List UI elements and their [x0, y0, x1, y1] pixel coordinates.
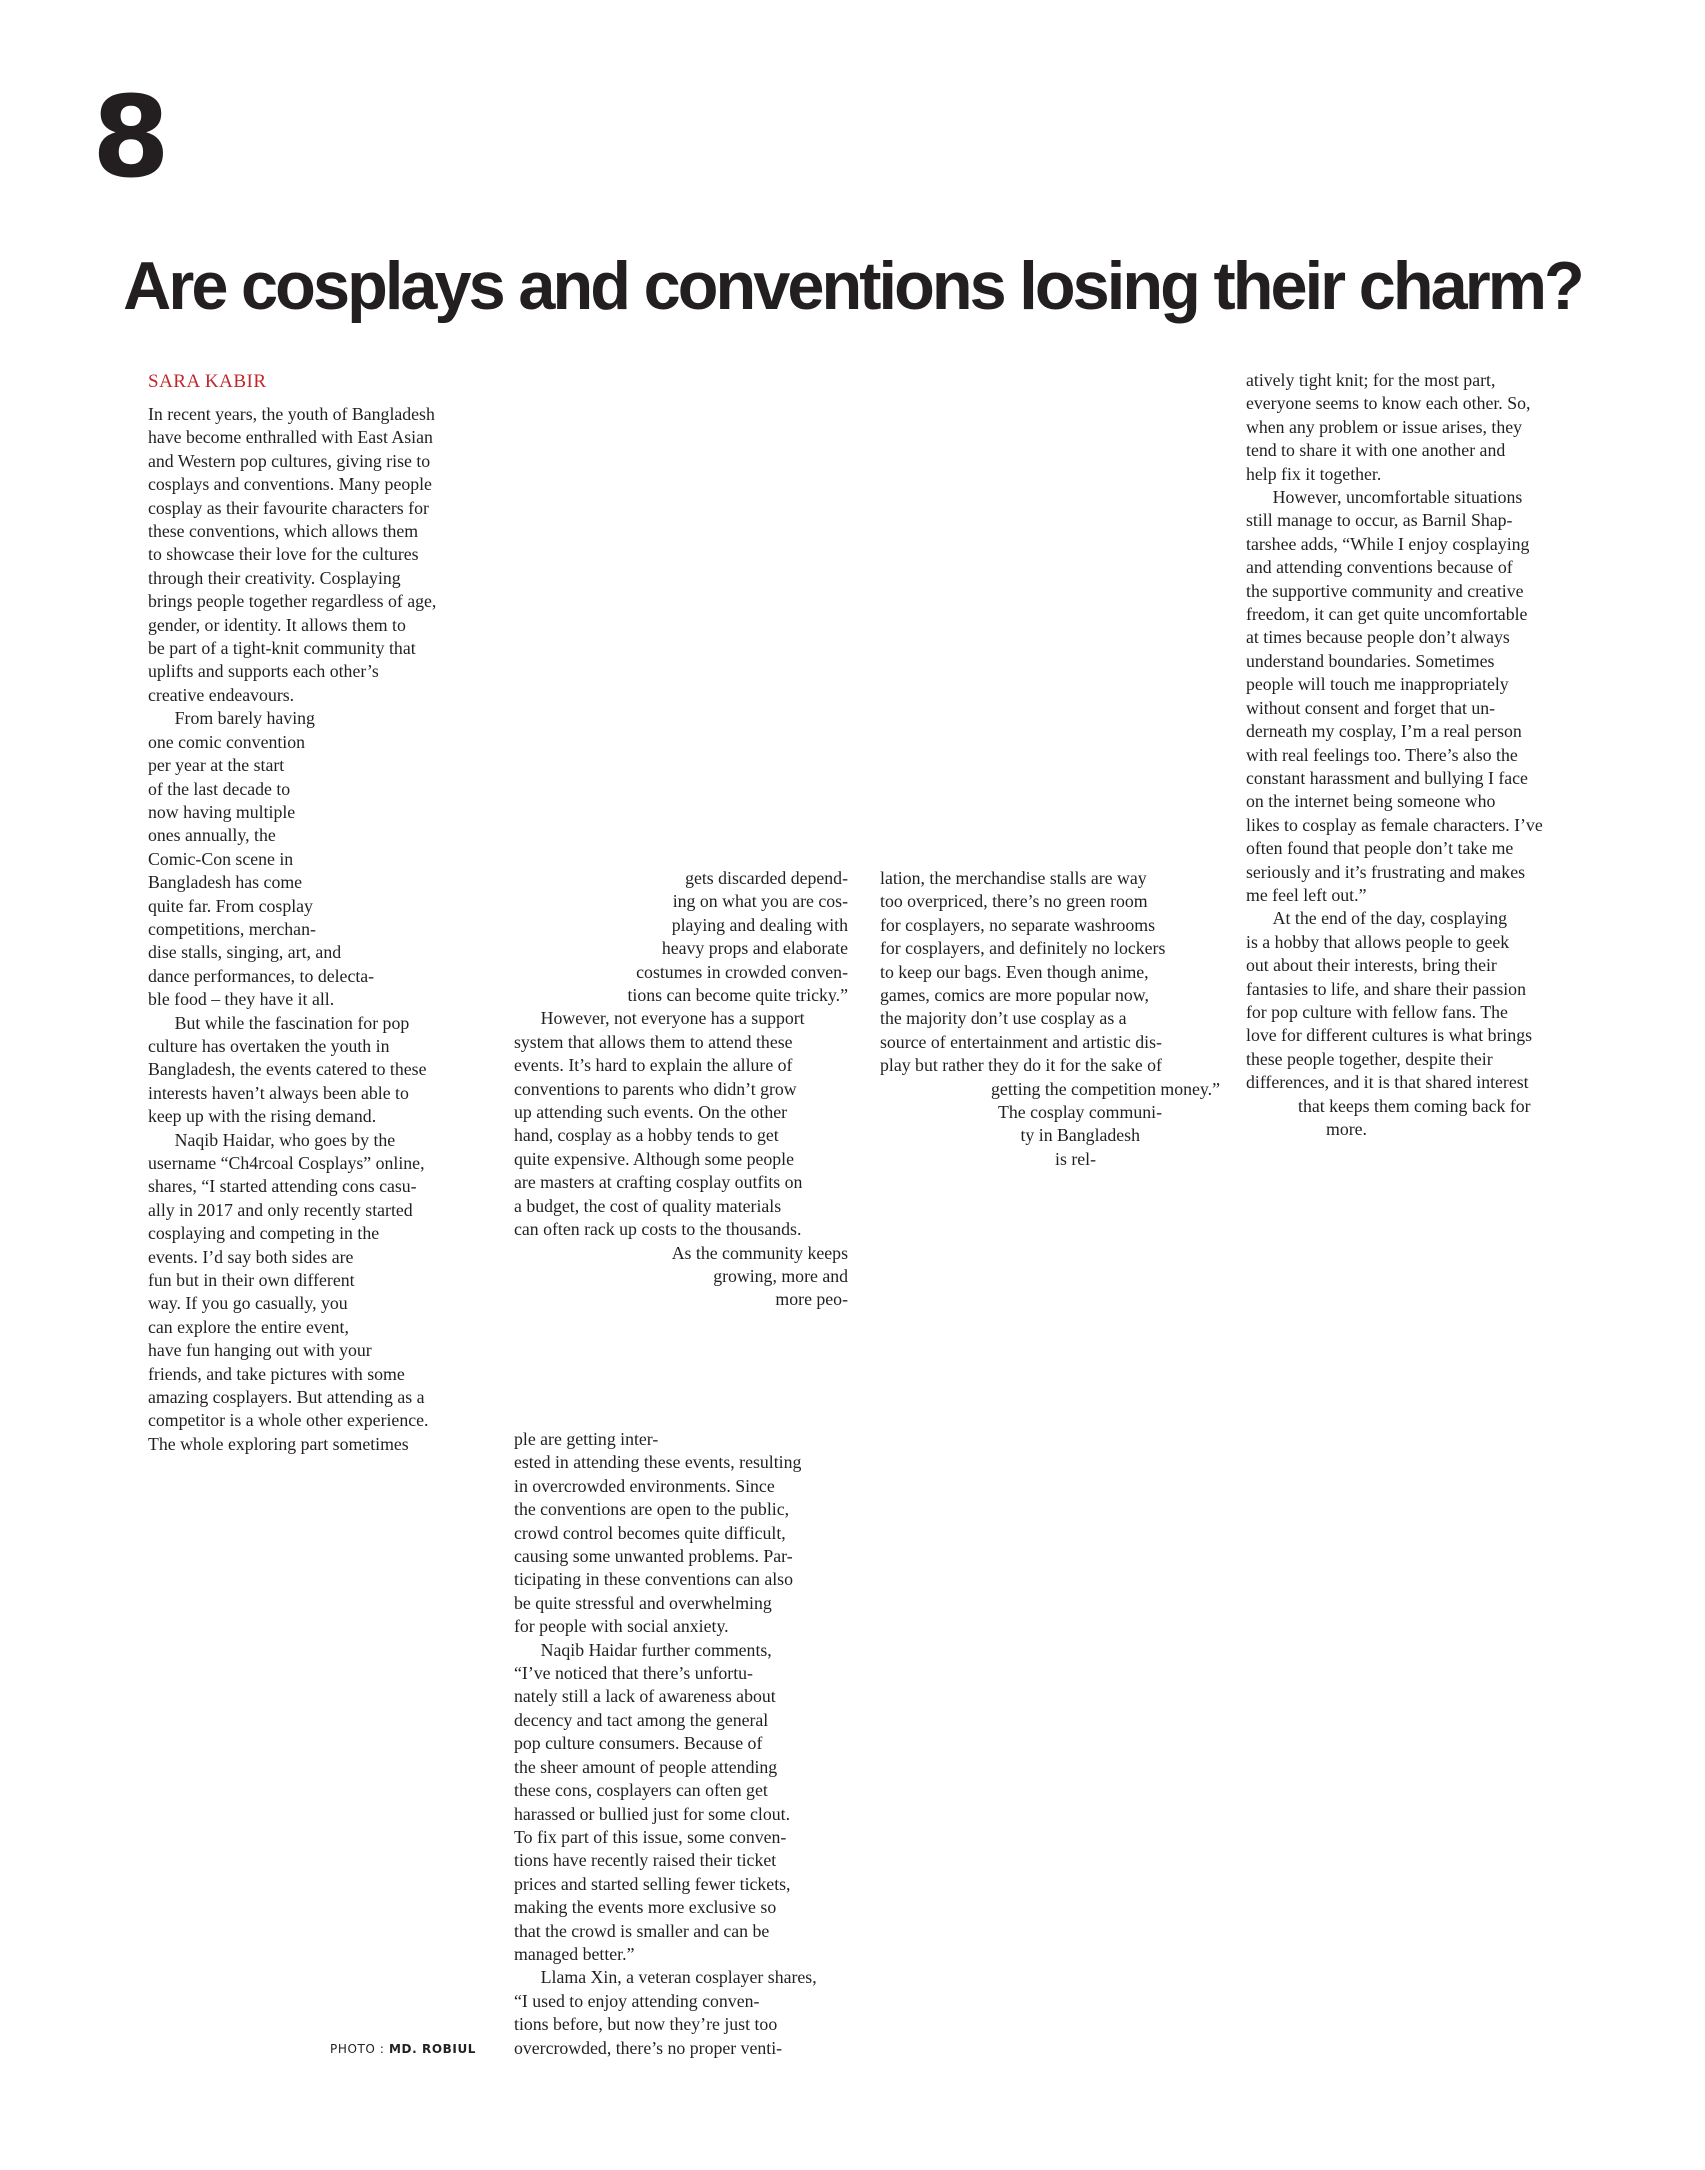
- article-line: more.: [1326, 1119, 1367, 1139]
- byline: SARA KABIR: [148, 371, 267, 392]
- article-line: out about their interests, bring their: [1246, 955, 1497, 976]
- article-line: pop culture consumers. Because of: [514, 1733, 763, 1754]
- article-line: Bangladesh has come: [148, 872, 303, 893]
- article-line: “I’ve noticed that there’s unfortu-: [514, 1663, 753, 1684]
- article-line: In recent years, the youth of Bangladesh: [148, 404, 435, 424]
- article-line: shares, “I started attending cons casu-: [148, 1176, 417, 1197]
- article-line: cosplaying and competing in the: [148, 1223, 380, 1244]
- article-line: often found that people don’t take me: [1246, 838, 1514, 859]
- article-line: gets discarded depend-: [685, 868, 848, 888]
- article-line: ple are getting inter-: [514, 1429, 659, 1449]
- article-line: At the end of the day, cosplaying: [1246, 908, 1508, 929]
- article-line: now having multiple: [148, 801, 296, 822]
- photo-credit-name: MD. ROBIUL: [388, 2042, 477, 2056]
- article-line: fun but in their own different: [148, 1270, 355, 1291]
- article-line: for pop culture with fellow fans. The: [1246, 1001, 1508, 1022]
- article-line: have become enthralled with East Asian: [148, 427, 433, 448]
- article-line: more peo-: [775, 1289, 848, 1310]
- article-line: that keeps them coming back for: [1298, 1095, 1531, 1116]
- article-line: competitor is a whole other experience.: [148, 1410, 429, 1431]
- article-line: nately still a lack of awareness about: [514, 1686, 776, 1707]
- article-line: Bangladesh, the events catered to these: [148, 1059, 427, 1080]
- article-line: system that allows them to attend these: [514, 1031, 793, 1052]
- article-line: one comic convention: [148, 731, 306, 752]
- article-line: dise stalls, singing, art, and: [148, 942, 342, 963]
- article-line: ing on what you are cos-: [672, 891, 848, 912]
- article-line: the supportive community and creative: [1246, 580, 1524, 601]
- article-line: with real feelings too. There’s also the: [1246, 744, 1518, 765]
- article-line: and attending conventions because of: [1246, 557, 1513, 578]
- article-line: making the events more exclusive so: [514, 1897, 777, 1918]
- article-line: fantasies to life, and share their passion: [1246, 978, 1526, 999]
- article-line: getting the competition money.”: [991, 1078, 1220, 1099]
- article-line: amazing cosplayers. But attending as a: [148, 1387, 425, 1408]
- article-line: these people together, despite their: [1246, 1048, 1493, 1069]
- article-line: crowd control becomes quite difficult,: [514, 1522, 786, 1543]
- article-line: tions have recently raised their ticket: [514, 1850, 777, 1871]
- article-line: friends, and take pictures with some: [148, 1363, 405, 1384]
- article-line: brings people together regardless of age,: [148, 591, 437, 612]
- article-line: tions before, but now they’re just too: [514, 2014, 778, 2035]
- article-line: up attending such events. On the other: [514, 1102, 788, 1123]
- article-line: ested in attending these events, resulting: [514, 1452, 802, 1473]
- article-line: The cosplay communi-: [998, 1102, 1162, 1123]
- photo-credit-label: PHOTO :: [330, 2042, 385, 2056]
- article-line: conventions to parents who didn’t grow: [514, 1078, 797, 1099]
- article-line: source of entertainment and artistic dis-: [880, 1031, 1162, 1052]
- headline: Are cosplays and conventions losing their charm?: [123, 248, 1582, 324]
- article-line: managed better.”: [514, 1943, 635, 1964]
- article-line: events. I’d say both sides are: [148, 1246, 354, 1267]
- article-line: a budget, the cost of quality materials: [514, 1195, 782, 1216]
- article-line: and Western pop cultures, giving rise to: [148, 450, 431, 471]
- article-line: through their creativity. Cosplaying: [148, 567, 401, 588]
- article-line: can often rack up costs to the thousands.: [514, 1219, 802, 1240]
- article-line: atively tight knit; for the most part,: [1246, 370, 1496, 390]
- article-line: Naqib Haidar, who goes by the: [148, 1129, 396, 1150]
- article-line: But while the fascination for pop: [148, 1012, 410, 1033]
- article-line: be part of a tight-knit community that: [148, 638, 416, 659]
- article-line: creative endeavours.: [148, 684, 295, 705]
- article-line: tions can become quite tricky.”: [627, 985, 848, 1006]
- article-line: cosplay as their favourite characters for: [148, 497, 429, 518]
- article-line: per year at the start: [148, 755, 285, 776]
- article-line: ones annually, the: [148, 825, 276, 846]
- article-line: in overcrowded environments. Since: [514, 1475, 775, 1496]
- article-line: hand, cosplay as a hobby tends to get: [514, 1125, 779, 1146]
- article-column-2-upper: [514, 867, 848, 1312]
- article-line: for people with social anxiety.: [514, 1616, 729, 1637]
- article-line: have fun hanging out with your: [148, 1340, 372, 1361]
- article-line: harassed or bullied just for some clout.: [514, 1803, 791, 1824]
- article-line: likes to cosplay as female characters. I’ve: [1246, 814, 1543, 835]
- article-line: is a hobby that allows people to geek: [1246, 931, 1510, 952]
- article-line: me feel left out.”: [1246, 884, 1367, 905]
- article-line: that the crowd is smaller and can be: [514, 1920, 770, 1941]
- article-line: understand boundaries. Sometimes: [1246, 650, 1495, 671]
- article-line: ally in 2017 and only recently started: [148, 1199, 413, 1220]
- article-line: “I used to enjoy attending conven-: [514, 1990, 760, 2011]
- article-line: Llama Xin, a veteran cosplayer shares,: [514, 1967, 817, 1988]
- article-line: the conventions are open to the public,: [514, 1499, 790, 1520]
- article-line: ty in Bangladesh: [1020, 1125, 1140, 1146]
- article-line: quite far. From cosplay: [148, 895, 313, 916]
- article-line: quite expensive. Although some people: [514, 1148, 795, 1169]
- article-line: username “Ch4rcoal Cosplays” online,: [148, 1153, 425, 1173]
- article-line: be quite stressful and overwhelming: [514, 1592, 772, 1613]
- article-line: ble food – they have it all.: [148, 989, 335, 1010]
- article-line: tarshee adds, “While I enjoy cosplaying: [1246, 533, 1530, 554]
- article-line: seriously and it’s frustrating and makes: [1246, 861, 1526, 882]
- article-line: Comic-Con scene in: [148, 848, 294, 869]
- article-line: heavy props and elaborate: [661, 938, 848, 959]
- article-line: playing and dealing with: [671, 914, 848, 935]
- article-line: games, comics are more popular now,: [880, 985, 1149, 1006]
- article-line: culture has overtaken the youth in: [148, 1035, 390, 1056]
- article-line: The whole exploring part sometimes: [148, 1433, 409, 1454]
- article-line: constant harassment and bullying I face: [1246, 767, 1528, 788]
- article-line: love for different cultures is what brings: [1246, 1025, 1533, 1046]
- photo-credit: [330, 2042, 476, 2056]
- article-line: freedom, it can get quite uncomfortable: [1246, 604, 1528, 625]
- article-line: to showcase their love for the cultures: [148, 544, 419, 565]
- article-line: derneath my cosplay, I’m a real person: [1246, 721, 1522, 742]
- article-line: on the internet being someone who: [1246, 791, 1496, 812]
- article-line: are masters at crafting cosplay outfits on: [514, 1172, 803, 1193]
- article-line: help fix it together.: [1246, 463, 1382, 484]
- article-line: for cosplayers, and definitely no lockers: [880, 938, 1166, 959]
- article-line: still manage to occur, as Barnil Shap-: [1246, 510, 1513, 531]
- article-line: decency and tact among the general: [514, 1709, 769, 1730]
- article-line: these conventions, which allows them: [148, 521, 419, 542]
- article-line: lation, the merchandise stalls are way: [880, 868, 1147, 888]
- article-line: As the community keeps: [671, 1242, 848, 1263]
- article-line: to keep our bags. Even though anime,: [880, 961, 1149, 982]
- article-line: for cosplayers, no separate washrooms: [880, 914, 1156, 935]
- article-line: the sheer amount of people attending: [514, 1756, 778, 1777]
- article-line: tend to share it with one another and: [1246, 440, 1506, 461]
- article-line: of the last decade to: [148, 778, 291, 799]
- article-line: interests haven’t always been able to: [148, 1082, 409, 1103]
- article-line: prices and started selling fewer tickets,: [514, 1873, 791, 1894]
- article-column-3: [880, 867, 1220, 1171]
- article-line: keep up with the rising demand.: [148, 1106, 377, 1127]
- page-number: 8: [92, 73, 170, 203]
- article-line: costumes in crowded conven-: [636, 961, 848, 982]
- article-line: without consent and forget that un-: [1246, 697, 1496, 718]
- article-column-1: [148, 403, 478, 1456]
- article-line: To fix part of this issue, some conven-: [514, 1826, 787, 1847]
- article-line: people will touch me inappropriately: [1246, 674, 1509, 695]
- article-line: However, not everyone has a support: [514, 1008, 805, 1029]
- article-line: However, uncomfortable situations: [1246, 487, 1523, 508]
- article-line: events. It’s hard to explain the allure of: [514, 1055, 793, 1076]
- article-line: gender, or identity. It allows them to: [148, 614, 406, 635]
- article-line: play but rather they do it for the sake of: [880, 1055, 1162, 1076]
- article-line: causing some unwanted problems. Par-: [514, 1546, 793, 1567]
- article-line: uplifts and supports each other’s: [148, 661, 379, 682]
- article-line: ticipating in these conventions can also: [514, 1569, 793, 1590]
- article-line: dance performances, to delecta-: [148, 965, 375, 986]
- article-line: cosplays and conventions. Many people: [148, 474, 432, 495]
- article-line: the majority don’t use cosplay as a: [880, 1008, 1127, 1029]
- article-line: is rel-: [1055, 1148, 1096, 1169]
- article-line: growing, more and: [713, 1265, 848, 1286]
- article-line: From barely having: [148, 708, 315, 729]
- article-line: competitions, merchan-: [148, 918, 316, 939]
- article-line: overcrowded, there’s no proper venti-: [514, 2037, 783, 2058]
- article-column-4: [1246, 369, 1578, 1141]
- article-line: these cons, cosplayers can often get: [514, 1780, 768, 1801]
- article-line: everyone seems to know each other. So,: [1246, 393, 1531, 414]
- article-column-2-lower: [514, 1428, 854, 2060]
- article-line: Naqib Haidar further comments,: [514, 1639, 772, 1660]
- article-line: at times because people don’t always: [1246, 627, 1510, 648]
- article-line: too overpriced, there’s no green room: [880, 891, 1148, 912]
- article-line: way. If you go casually, you: [148, 1293, 348, 1314]
- article-line: differences, and it is that shared interest: [1246, 1072, 1529, 1093]
- article-line: can explore the entire event,: [148, 1316, 349, 1337]
- article-line: when any problem or issue arises, they: [1246, 416, 1523, 437]
